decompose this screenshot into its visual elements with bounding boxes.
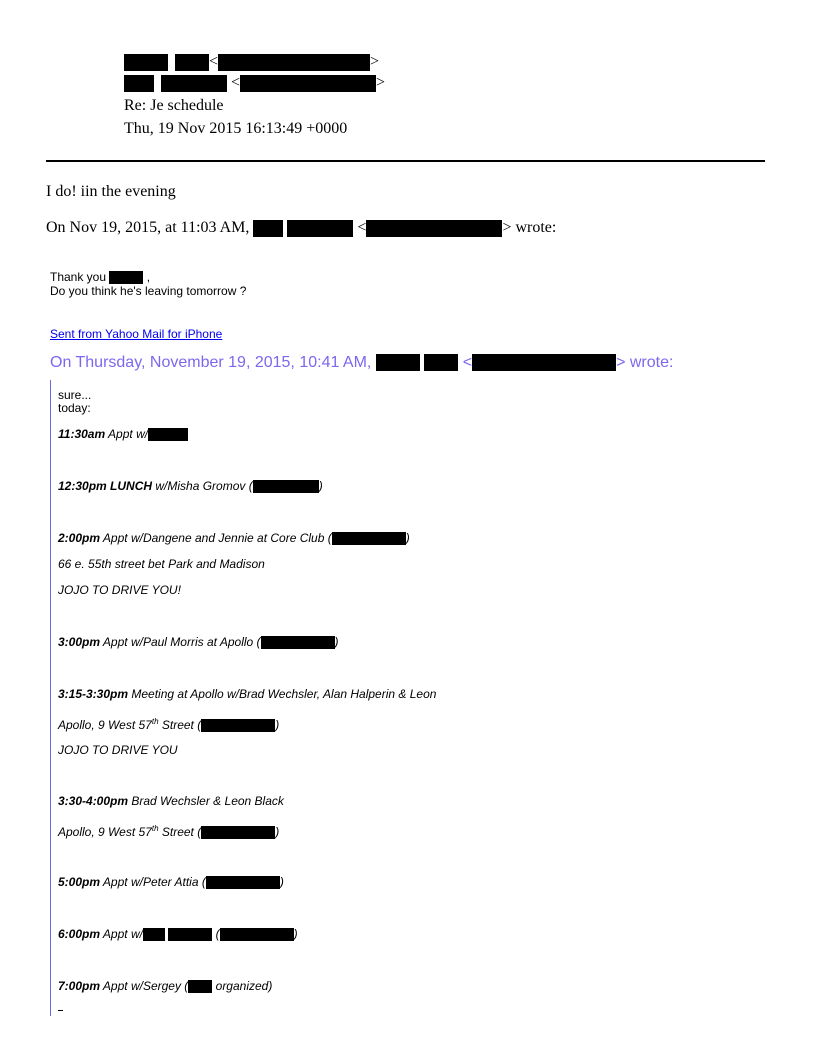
entry-text-end: organized) xyxy=(215,979,273,993)
schedule-entry-2 xyxy=(58,479,323,493)
redaction xyxy=(253,480,319,493)
redaction xyxy=(424,354,458,371)
entry-time: 12:30pm LUNCH xyxy=(58,479,153,493)
redaction xyxy=(148,428,188,441)
redaction xyxy=(201,826,275,839)
redaction xyxy=(124,75,154,92)
entry-time: 6:00pm xyxy=(58,927,101,941)
redaction xyxy=(366,220,502,237)
header-divider xyxy=(46,160,765,162)
schedule-entry-5-address xyxy=(58,715,279,732)
close-paren: ) xyxy=(293,927,298,941)
redaction xyxy=(287,220,353,237)
redaction xyxy=(218,54,370,71)
redaction xyxy=(206,876,280,889)
entry-text: Appt w/Peter Attia ( xyxy=(102,875,206,889)
attribution-line: On Nov 19, 2015, at 11:03 AM, < > wrote: xyxy=(46,219,557,236)
to-value: < > xyxy=(124,74,385,92)
schedule-entry-8: 6:00pm Appt w/ ( ) xyxy=(58,927,298,941)
schedule-entry-3-address: 66 e. 55th street bet Park and Madison xyxy=(58,557,265,571)
quote-suffix: wrote: xyxy=(629,354,674,371)
entry-text: w/Misha Gromov ( xyxy=(155,479,253,493)
question-line: Do you think he's leaving tomorrow ? xyxy=(50,284,247,298)
attribution-prefix: On Nov 19, 2015, at 11:03 AM, xyxy=(46,219,250,236)
schedule-intro-1: sure... xyxy=(58,388,92,402)
close-paren: ) xyxy=(275,825,280,839)
superscript: th xyxy=(151,824,159,833)
reply-text: I do! iin the evening xyxy=(46,183,176,200)
entry-time: 3:00pm xyxy=(58,635,101,649)
redaction xyxy=(124,54,168,71)
schedule-intro-2: today: xyxy=(58,401,91,415)
entry-text: Appt w/Sergey ( xyxy=(102,979,189,993)
redaction xyxy=(253,220,283,237)
close-paren: ) xyxy=(275,718,280,732)
redaction xyxy=(109,271,143,284)
schedule-entry-9 xyxy=(58,979,272,993)
close-paren: ) xyxy=(334,635,339,649)
entry-text: Brad Wechsler & Leon Black xyxy=(131,794,284,808)
schedule-entry-6-address xyxy=(58,822,279,839)
entry-text: Appt w/ xyxy=(108,427,149,441)
redaction xyxy=(168,928,212,941)
entry-time: 3:30-4:00pm xyxy=(58,794,129,808)
schedule-entry-5-note: JOJO TO DRIVE YOU xyxy=(58,743,178,757)
entry-time: 3:15-3:30pm xyxy=(58,687,129,701)
schedule-entry-3-note: JOJO TO DRIVE YOU! xyxy=(58,583,181,597)
entry-time: 2:00pm xyxy=(58,531,101,545)
subject-value: Re: Je schedule xyxy=(124,97,224,114)
entry-text: Meeting at Apollo w/Brad Wechsler, Alan Halperin & Leon xyxy=(131,687,437,701)
redaction xyxy=(472,354,616,371)
from-value: < > xyxy=(124,53,379,71)
redaction xyxy=(188,980,212,993)
redaction xyxy=(261,636,335,649)
entry-time: 7:00pm xyxy=(58,979,101,993)
schedule-entry-4 xyxy=(58,635,339,649)
redaction xyxy=(220,928,294,941)
close-paren: ) xyxy=(405,531,410,545)
redaction xyxy=(161,75,227,92)
attribution-suffix: wrote: xyxy=(515,219,557,236)
yahoo-mail-link[interactable]: Sent from Yahoo Mail for iPhone xyxy=(50,327,223,341)
thank-you-line xyxy=(50,270,150,284)
redaction xyxy=(332,532,406,545)
schedule-entry-1 xyxy=(58,427,188,441)
quote-attribution: On Thursday, November 19, 2015, 10:41 AM, < > wrote: xyxy=(50,354,674,371)
entry-time: 5:00pm xyxy=(58,875,101,889)
entry-text: Appt w/ xyxy=(102,927,143,941)
redaction xyxy=(175,54,209,71)
quote-prefix: On Thursday, November 19, 2015, 10:41 AM, xyxy=(50,354,372,371)
close-paren: ) xyxy=(279,875,284,889)
superscript: th xyxy=(151,717,159,726)
trailing-dash xyxy=(58,1010,63,1011)
redaction xyxy=(376,354,420,371)
schedule-entry-6 xyxy=(58,794,284,808)
quote-bar xyxy=(50,380,51,1016)
schedule-entry-5 xyxy=(58,687,436,701)
address-text: Apollo, 9 West 57 xyxy=(58,718,152,732)
entry-time: 11:30am xyxy=(58,427,106,441)
entry-text: Appt w/Paul Morris at Apollo ( xyxy=(102,635,261,649)
schedule-entry-3 xyxy=(58,531,410,545)
redaction xyxy=(240,75,376,92)
date-value: Thu, 19 Nov 2015 16:13:49 +0000 xyxy=(124,120,348,137)
address-text-end: Street ( xyxy=(161,825,202,839)
thank-you-end: , xyxy=(146,270,151,284)
redaction xyxy=(201,719,275,732)
entry-text: Appt w/Dangene and Jennie at Core Club ( xyxy=(102,531,332,545)
close-paren: ) xyxy=(318,479,323,493)
signature-line xyxy=(50,327,222,341)
address-text-end: Street ( xyxy=(161,718,202,732)
address-text: Apollo, 9 West 57 xyxy=(58,825,152,839)
schedule-entry-7 xyxy=(58,875,284,889)
thank-you-text: Thank you xyxy=(50,270,107,284)
redaction xyxy=(143,928,165,941)
